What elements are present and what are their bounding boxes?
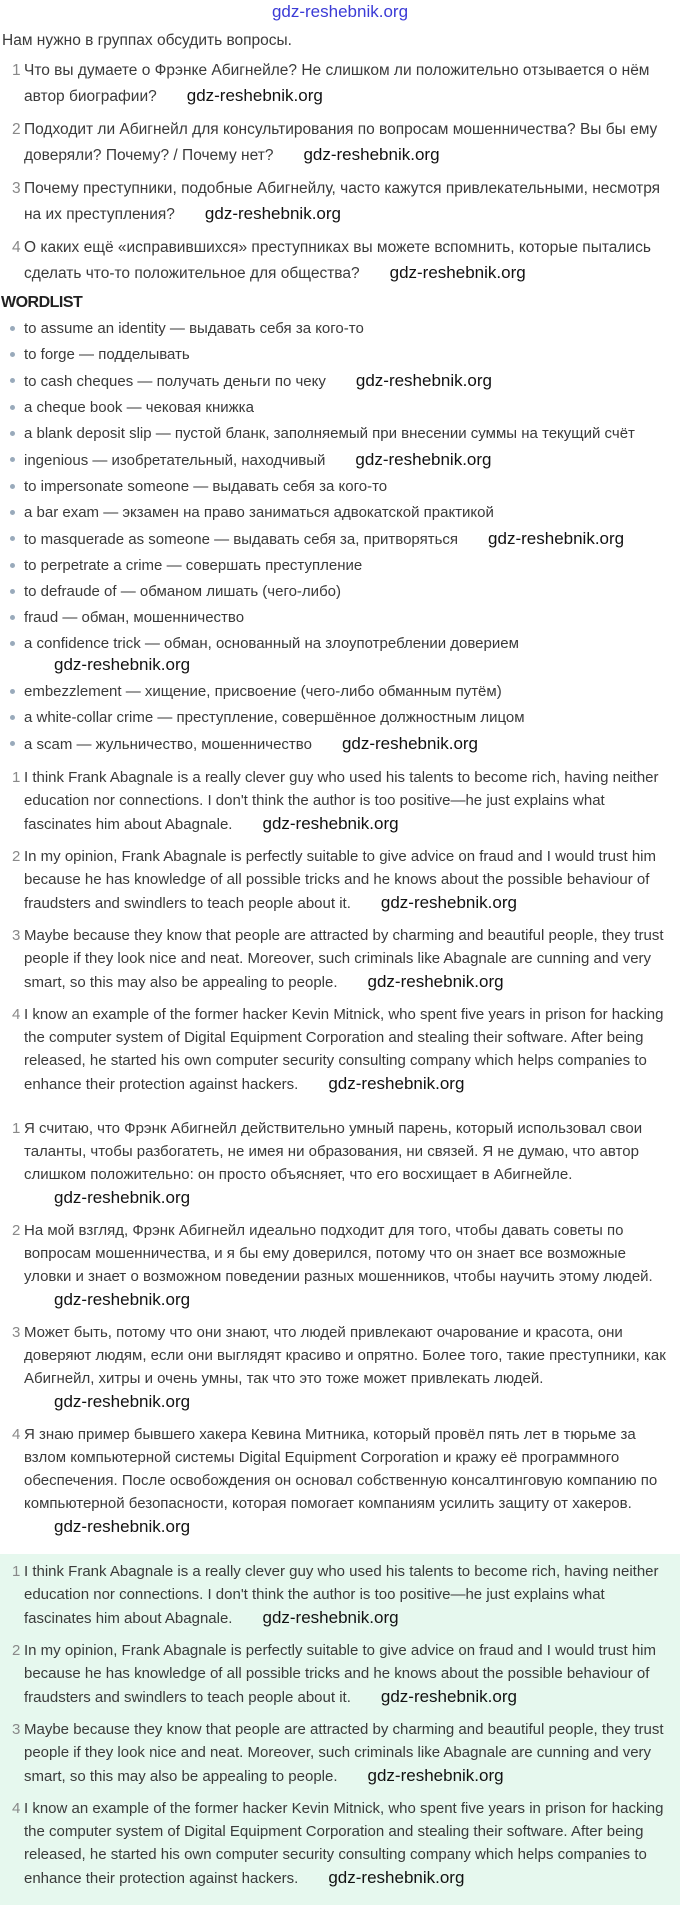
item-number: 4 — [12, 1800, 21, 1817]
watermark: gdz-reshebnik.org — [262, 1608, 399, 1627]
wordlist-item — [24, 633, 670, 676]
watermark: gdz-reshebnik.org — [262, 814, 399, 833]
wordlist-item — [24, 397, 670, 418]
wordlist-item — [24, 581, 670, 602]
wordlist-text: a white-collar crime — преступление, совершённое должностным лицом — [24, 709, 525, 726]
item-number: 2 — [12, 121, 21, 138]
watermark: gdz-reshebnik.org — [186, 86, 323, 105]
wordlist-item — [24, 344, 670, 365]
wordlist-item — [24, 423, 670, 444]
watermark: gdz-reshebnik.org — [355, 371, 492, 390]
answer-item — [12, 1639, 672, 1709]
watermark: gdz-reshebnik.org — [303, 145, 440, 164]
answer-text: I know an example of the former hacker Kevin Mitnick, who spent five years in prison for hacking the computer system of Digital Equipment Corporation and stealing their software. After being released, he started his own computer security consulting company which helps companies to enhance their protection against hackers. — [24, 1006, 664, 1093]
wordlist-item — [24, 707, 670, 728]
item-number: 3 — [12, 1721, 21, 1738]
question-item — [12, 235, 672, 286]
answer-item — [12, 1718, 672, 1788]
item-number: 2 — [12, 848, 21, 865]
wordlist-text: to impersonate someone — выдавать себя за кого-то — [24, 478, 388, 495]
answer-item — [12, 1423, 672, 1539]
wordlist-item — [24, 449, 670, 471]
wordlist-text: a scam — жульничество, мошенничество — [24, 736, 312, 753]
watermark: gdz-reshebnik.org — [54, 1392, 191, 1411]
answers-english-highlighted — [0, 1554, 680, 1905]
watermark: gdz-reshebnik.org — [367, 1766, 504, 1785]
answer-text: На мой взгляд, Фрэнк Абигнейл идеально подходит для того, чтобы давать советы по вопросам мошенничества, и я бы ему доверился, потому что он знает все возможные уловки и знает о возможном поведении разных мошенников, чтобы научить этому людей. — [24, 1222, 653, 1285]
wordlist-item — [24, 318, 670, 339]
item-number: 1 — [12, 62, 21, 79]
question-item — [12, 58, 672, 109]
wordlist-text: to defraude of — обманом лишать (чего-либо) — [24, 583, 341, 600]
wordlist-text: to masquerade as someone — выдавать себя за, притворяться — [24, 531, 459, 548]
answer-text: Я знаю пример бывшего хакера Кевина Митника, который провёл пять лет в тюрьме за взлом компьютерной системы Digital Equipment Corporation и кражу её программного обеспечения. После освобождения он основал собственную консалтинговую компанию по компьютерной безопасности, которая помогает компаниям усилить защиту от хакеров. — [24, 1426, 658, 1512]
answer-text: I know an example of the former hacker Kevin Mitnick, who spent five years in prison for hacking the computer system of Digital Equipment Corporation and stealing their software. After being released, he started his own computer security consulting company which helps companies to enhance their protection against hackers. — [24, 1800, 664, 1887]
site-watermark-link[interactable]: gdz-reshebnik.org — [271, 2, 409, 21]
answers-english — [0, 760, 680, 1111]
watermark: gdz-reshebnik.org — [328, 1074, 465, 1093]
wordlist-item — [24, 502, 670, 523]
wordlist-text: fraud — обман, мошенничество — [24, 609, 245, 626]
answer-item — [12, 924, 672, 994]
item-number: 4 — [12, 1426, 21, 1443]
watermark: gdz-reshebnik.org — [328, 1868, 465, 1887]
wordlist-text: a confidence trick — обман, основанный на злоупотреблении доверием — [24, 635, 519, 652]
wordlist-item — [24, 370, 670, 392]
intro-text: Нам нужно в группах обсудить вопросы. — [2, 32, 292, 49]
item-number: 2 — [12, 1642, 21, 1659]
wordlist-text: embezzlement — хищение, присвоение (чего-либо обманным путём) — [24, 683, 502, 700]
answer-text: I think Frank Abagnale is a really clever guy who used his talents to become rich, having neither education nor connections. I don't think the author is too positive—he just explains what fascinates him about Abagnale. — [24, 769, 659, 833]
answer-text: In my opinion, Frank Abagnale is perfectly suitable to give advice on fraud and I would trust him because he has knowledge of all possible tricks and he knows about the possible behaviour of fraudsters and swindlers to teach people about it. — [24, 848, 657, 912]
questions-list — [0, 58, 680, 286]
watermark: gdz-reshebnik.org — [54, 1290, 191, 1309]
wordlist-text: a cheque book — чековая книжка — [24, 399, 254, 416]
answer-item — [12, 1321, 672, 1414]
watermark: gdz-reshebnik.org — [488, 529, 625, 548]
wordlist-heading: WORDLIST — [1, 294, 83, 311]
item-number: 1 — [12, 1120, 21, 1137]
wordlist-text: a blank deposit slip — пустой бланк, заполняемый при внесении суммы на текущий счёт — [24, 425, 635, 442]
answer-text: I think Frank Abagnale is a really clever guy who used his talents to become rich, having neither education nor connections. I don't think the author is too positive—he just explains what fascinates him about Abagnale. — [24, 1563, 659, 1627]
item-number: 3 — [12, 180, 21, 197]
wordlist-item — [24, 607, 670, 628]
question-item — [12, 176, 672, 227]
wordlist-text: to perpetrate a crime — совершать преступление — [24, 557, 363, 574]
item-number: 1 — [12, 769, 21, 786]
answer-text: Я считаю, что Фрэнк Абигнейл действительно умный парень, который использовал свои таланты, чтобы разбогатеть, не имея ни образования, ни связей. Я не думаю, что автор слишком положительно: он просто объясняет, что его восхищает в Абигнейле. — [24, 1120, 643, 1183]
wordlist-text: to cash cheques — получать деньги по чеку — [24, 373, 326, 390]
wordlist-text: ingenious — изобретательный, находчивый — [24, 452, 326, 469]
watermark: gdz-reshebnik.org — [54, 655, 191, 674]
wordlist-item — [24, 681, 670, 702]
watermark: gdz-reshebnik.org — [367, 972, 504, 991]
answer-item — [12, 1003, 672, 1096]
answer-item — [12, 1117, 672, 1210]
answer-item — [12, 1797, 672, 1890]
item-number: 4 — [12, 1006, 21, 1023]
answer-text: Может быть, потому что они знают, что людей привлекают очарование и красота, они доверяют людям, если они выглядят красиво и опрятно. Более того, такие преступники, как Абигнейл, хитры и очень умны, так что это тоже может привлекать людей. — [24, 1324, 666, 1387]
answer-item — [12, 766, 672, 836]
answers-russian — [0, 1111, 680, 1554]
watermark: gdz-reshebnik.org — [204, 204, 341, 223]
wordlist-item — [24, 528, 670, 550]
wordlist-item — [24, 733, 670, 755]
item-number: 2 — [12, 1222, 21, 1239]
question-text: Подходит ли Абигнейл для консультирования по вопросам мошенничества? Вы бы ему доверяли? Почему? / Почему нет? — [24, 121, 658, 164]
item-number: 3 — [12, 1324, 21, 1341]
question-text: Что вы думаете о Фрэнке Абигнейле? Не слишком ли положительно отзывается о нём автор биографии? — [24, 62, 650, 105]
wordlist-text: a bar exam — экзамен на право заниматься адвокатской практикой — [24, 504, 494, 521]
item-number: 4 — [12, 239, 21, 256]
watermark: gdz-reshebnik.org — [54, 1517, 191, 1536]
answer-text: In my opinion, Frank Abagnale is perfectly suitable to give advice on fraud and I would trust him because he has knowledge of all possible tricks and he knows about the possible behaviour of fraudsters and swindlers to teach people about it. — [24, 1642, 657, 1706]
wordlist-text: to forge — подделывать — [24, 346, 190, 363]
answer-item — [12, 1219, 672, 1312]
watermark: gdz-reshebnik.org — [54, 1188, 191, 1207]
watermark: gdz-reshebnik.org — [380, 1687, 517, 1706]
item-number: 3 — [12, 927, 21, 944]
question-text: О каких ещё «исправившихся» преступниках вы можете вспомнить, которые пытались сделать что-то положительное для общества? — [24, 239, 651, 282]
answer-item — [12, 845, 672, 915]
answer-text: Maybe because they know that people are attracted by charming and beautiful people, they trust people if they look nice and neat. Moreover, such criminals like Abagnale are cunning and very smart, so this may also be appealing to people. — [24, 927, 664, 991]
watermark: gdz-reshebnik.org — [389, 263, 526, 282]
watermark: gdz-reshebnik.org — [380, 893, 517, 912]
wordlist-item — [24, 476, 670, 497]
question-text: Почему преступники, подобные Абигнейлу, часто кажутся привлекательными, несмотря на их преступления? — [24, 180, 661, 223]
wordlist-text: to assume an identity — выдавать себя за кого-то — [24, 320, 364, 337]
answer-item — [12, 1560, 672, 1630]
wordlist-item — [24, 555, 670, 576]
question-item — [12, 117, 672, 168]
watermark: gdz-reshebnik.org — [341, 734, 479, 753]
wordlist — [0, 318, 680, 755]
item-number: 1 — [12, 1563, 21, 1580]
answer-text: Maybe because they know that people are attracted by charming and beautiful people, they trust people if they look nice and neat. Moreover, such criminals like Abagnale are cunning and very smart, so this may also be appealing to people. — [24, 1721, 664, 1785]
watermark: gdz-reshebnik.org — [355, 450, 492, 469]
